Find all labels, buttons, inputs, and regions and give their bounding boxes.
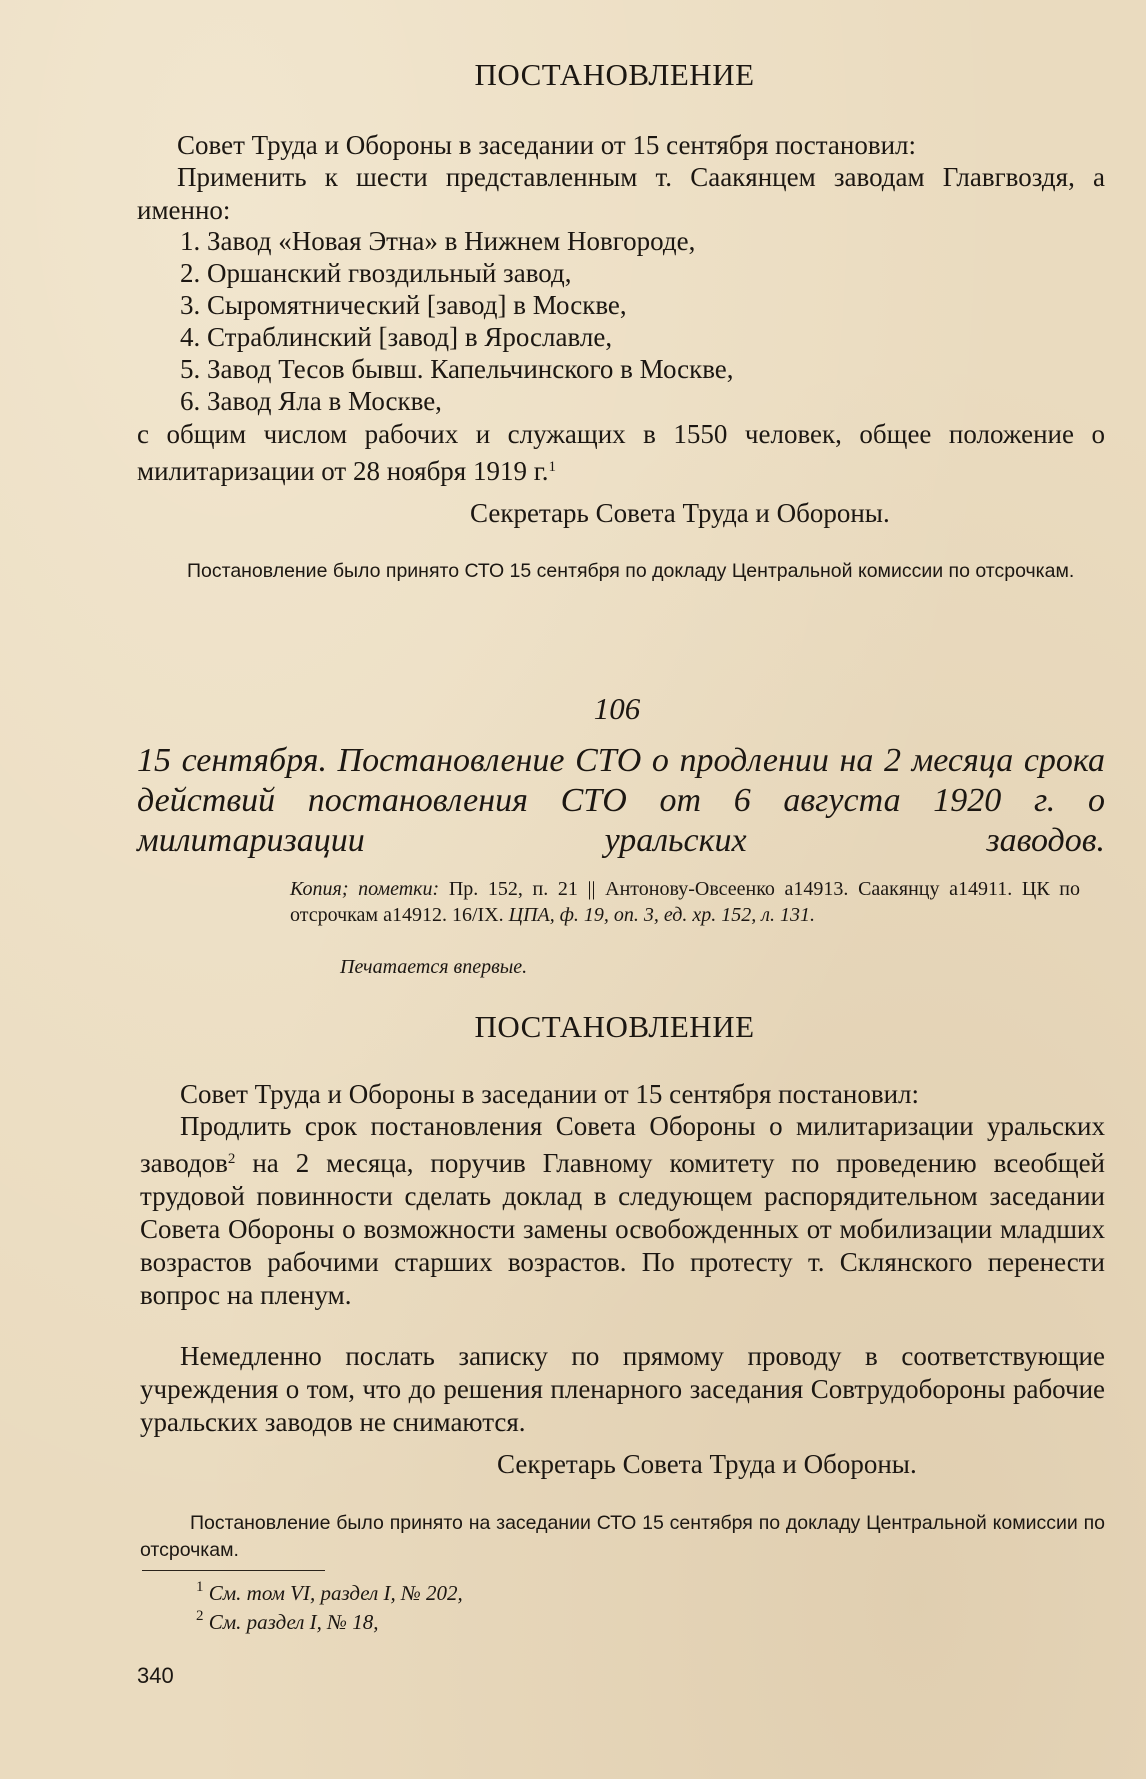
doc2-intro: Совет Труда и Обороны в заседании от 15 сентября постановил: [180, 1079, 919, 1109]
list-item: 4. Страблинский [завод] в Ярославле, [180, 322, 613, 352]
page-number: 340 [137, 1663, 174, 1688]
footnote-2 [196, 1608, 378, 1635]
archival-copy-label: Копия; пометки: [290, 878, 440, 900]
footnote-mark: 2 [196, 1608, 204, 1624]
doc2-note: Постановление было принято на заседании СТО 15 сентября по докладу Центральной комиссии по отсрочкам. [140, 1512, 1105, 1561]
doc1-heading: ПОСТАНОВЛЕНИЕ [474, 57, 755, 92]
list-item: 6. Завод Яла в Москве, [180, 386, 442, 416]
doc2-heading: ПОСТАНОВЛЕНИЕ [474, 1009, 755, 1044]
doc2-paragraph-2: Немедленно послать записку по прямому проводу в соответствующие учреждения о том, что до решения пленарного заседания Совтрудобороны рабочие уральских заводов не снимаются. [140, 1341, 1105, 1437]
archival-source: ЦПА, ф. 19, оп. 3, ед. хр. 152, л. 131. [508, 904, 816, 926]
doc2-archival-info [290, 876, 1080, 928]
list-item: 1. Завод «Новая Этна» в Нижнем Новгороде, [180, 226, 696, 256]
doc2-number: 106 [593, 691, 641, 726]
footnote-text: См. том VI, раздел I, № 202, [208, 1581, 463, 1605]
doc1-note: Постановление было принято СТО 15 сентября по докладу Центральной комиссии по отсрочкам. [187, 560, 1075, 582]
doc2-published [340, 954, 527, 980]
footnote-ref-1: 1 [548, 459, 556, 475]
doc1-closing-text: с общим числом рабочих и служащих в 1550 человек, общее положение о милитаризации от 28 ноября 1919 г. [137, 419, 1105, 486]
archival-copy-text: Пр. 152, п. 21 || Антонову-Овсеенко а14913. Саакянцу а14911. ЦК по отсрочкам а14912. 16/IX. [290, 878, 1080, 926]
list-item: 5. Завод Тесов бывш. Капельчинского в Москве, [180, 354, 734, 384]
doc2-paragraph-1-a: Продлить срок постановления Совета Обороны о милитаризации уральских заводов [140, 1111, 1105, 1178]
footnote-divider [142, 1570, 325, 1571]
footnote-text: См. раздел I, № 18, [208, 1610, 379, 1634]
archival-published: Печатается впервые. [340, 956, 528, 978]
doc1-closing [137, 418, 1105, 488]
doc1-lead: Применить к шести представленным т. Саакянцем заводам Главгвоздя, а именно: [137, 162, 1105, 225]
doc2-paragraph-1-b: на 2 месяца, поручив Главному комитету по проведению всеобщей трудовой повинности сделать доклад в следующем распорядительном заседании Совета Обороны о возможности замены освобожденных от мобилизации младших возрастов рабочими старших возрастов. По протесту т. Склянского перенести вопрос на пленум. [140, 1148, 1106, 1310]
footnote-ref-2: 2 [227, 1151, 236, 1167]
doc1-signature: Секретарь Совета Труда и Обороны. [470, 498, 890, 528]
doc2-title: 15 сентября. Постановление СТО о продлении на 2 месяца срока действий постановления СТО от 6 августа 1920 г. о милитаризации уральских заводов. [137, 742, 1105, 859]
doc2-signature: Секретарь Совета Труда и Обороны. [497, 1449, 917, 1479]
doc1-factory-list [180, 225, 734, 417]
footnote-1 [196, 1579, 463, 1606]
doc2-paragraph-1 [140, 1110, 1105, 1312]
doc1-intro: Совет Труда и Обороны в заседании от 15 сентября постановил: [177, 130, 916, 160]
list-item: 2. Оршанский гвоздильный завод, [180, 258, 572, 288]
list-item: 3. Сыромятнический [завод] в Москве, [180, 290, 627, 320]
footnote-mark: 1 [196, 1579, 204, 1595]
